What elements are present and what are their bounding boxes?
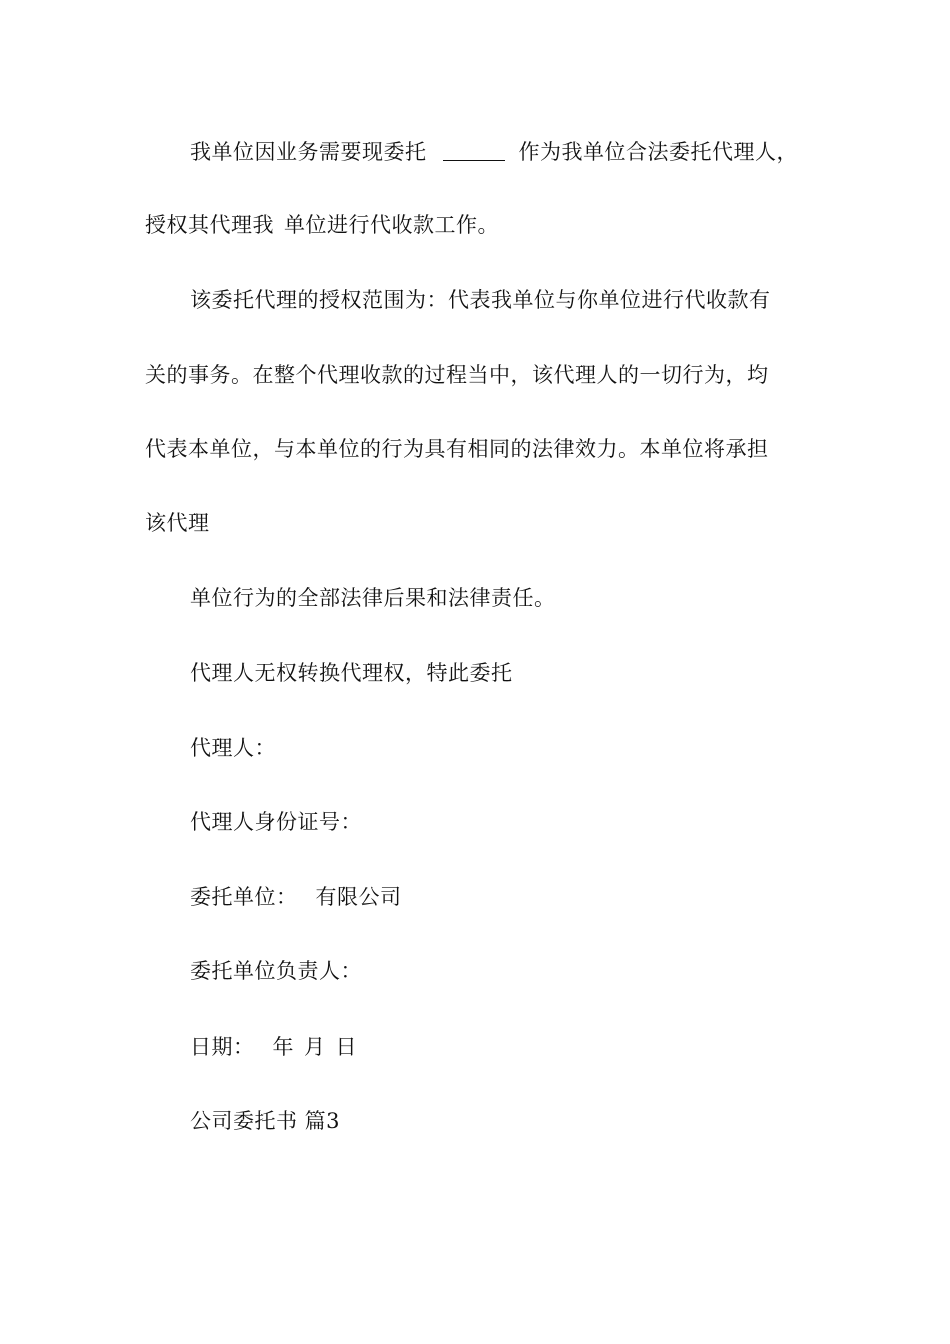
- date-line: [190, 1033, 357, 1061]
- date-label: 日期：: [190, 1035, 255, 1059]
- authorize-text-cont: 单位进行代收款工作。: [284, 213, 499, 237]
- date-day: 日: [335, 1035, 357, 1059]
- entrust-text: 我单位因业务需要现委托: [190, 140, 427, 164]
- authorize-text: 授权其代理我: [145, 213, 274, 237]
- section-title: 公司委托书 篇3: [190, 1109, 341, 1133]
- paragraph-1-line-1: [190, 138, 798, 166]
- agent-id-label: 代理人身份证号：: [190, 810, 362, 834]
- paragraph-2-line-2: 关的事务。在整个代理收款的过程当中，该代理人的一切行为，均: [145, 363, 769, 387]
- date-month: 月: [304, 1035, 326, 1059]
- paragraph-2-line-3: 代表本单位，与本单位的行为具有相同的法律效力。本单位将承担: [145, 437, 769, 461]
- paragraph-4: 代理人无权转换代理权，特此委托: [190, 661, 513, 685]
- principal-value: 有限公司: [315, 885, 402, 909]
- date-year: 年: [272, 1035, 294, 1059]
- paragraph-1-line-2: [145, 211, 499, 239]
- agent-label: 代理人：: [190, 736, 276, 760]
- principal-label: 委托单位：: [190, 885, 298, 909]
- principal-line: [190, 883, 402, 911]
- entrust-text-cont: 作为我单位合法委托代理人，: [518, 140, 798, 164]
- paragraph-2-line-4: 该代理: [145, 511, 210, 535]
- paragraph-3: 单位行为的全部法律后果和法律责任。: [190, 586, 556, 610]
- agent-name-blank: [443, 140, 505, 161]
- paragraph-2-line-1: 该委托代理的授权范围为：代表我单位与你单位进行代收款有: [190, 288, 771, 312]
- principal-head-label: 委托单位负责人：: [190, 959, 362, 983]
